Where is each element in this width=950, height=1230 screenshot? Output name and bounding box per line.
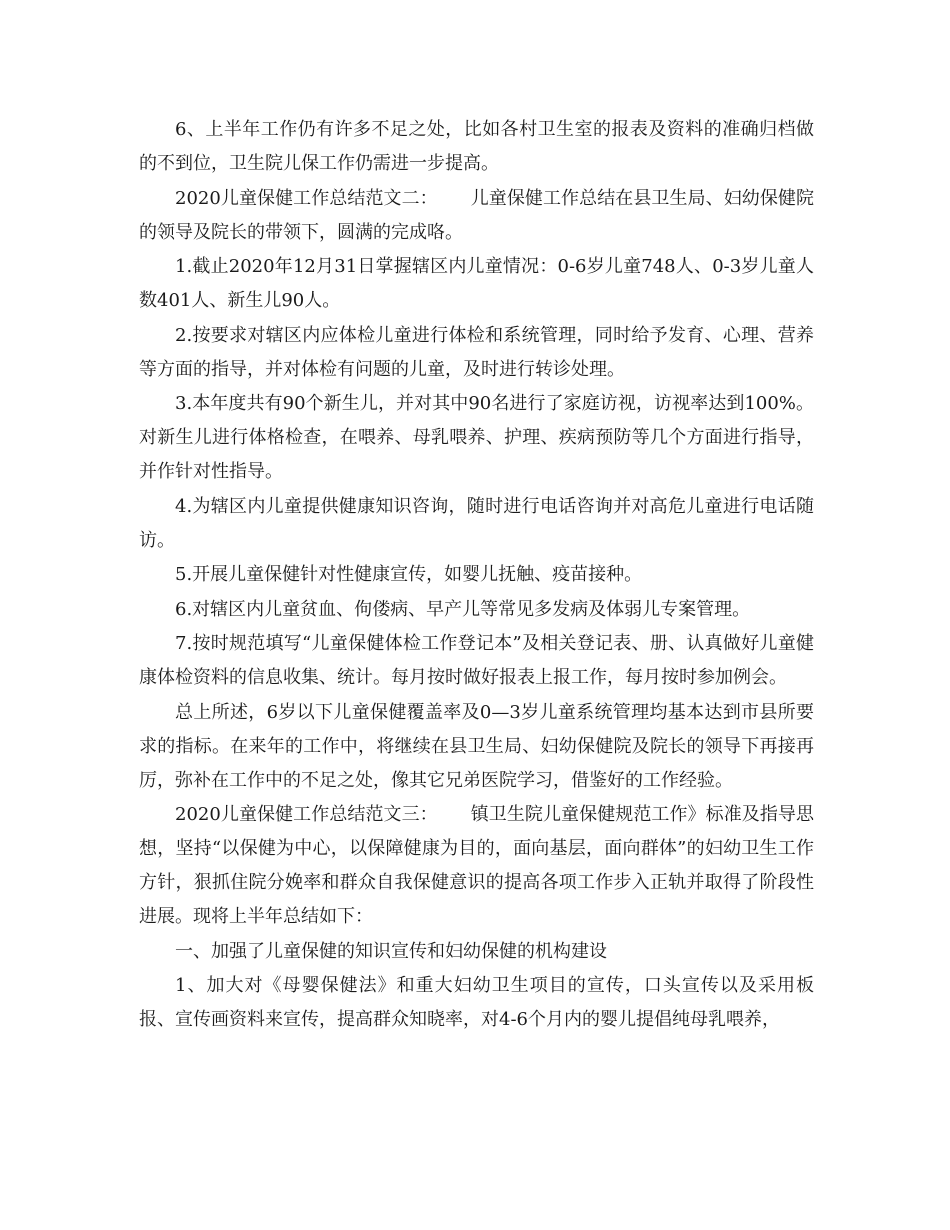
paragraph-7: 5.开展儿童保健针对性健康宣传，如婴儿抚触、疫苗接种。 [175,564,643,585]
paragraph-1: 6、上半年工作仍有许多不足之处，比如各村卫生室的报表及资料的准确归档做的不到位，卫生院儿保工作仍需进一步提高。 [139,119,814,174]
paragraph-13: 1、加大对《母婴保健法》和重大妇幼卫生项目的宣传，口头宣传以及采用板报、宣传画资料来宣传，提高群众知晓率，对4-6个月内的婴儿提倡纯母乳喂养， [139,975,814,1030]
paragraph-9: 7.按时规范填写“儿童保健体检工作登记本”及相关登记表、册、认真做好儿童健康体检资料的信息收集、统计。每月按时做好报表上报工作，每月按时参加例会。 [139,633,814,688]
paragraph-3: 1.截止2020年12月31日掌握辖区内儿童情况：0-6岁儿童748人、0-3岁儿童人数401人、新生儿90人。 [139,256,814,311]
paragraph-12: 一、加强了儿童保健的知识宣传和妇幼保健的机构建设 [175,940,607,962]
paragraph-8: 6.对辖区内儿童贫血、佝偻病、早产儿等常见多发病及体弱儿专案管理。 [175,598,751,620]
paragraph-10: 总上所述，6岁以下儿童保健覆盖率及0—3岁儿童系统管理均基本达到市县所要求的指标。在来年的工作中，将继续在县卫生局、妇幼保健院及院长的领导下再接再厉，弥补在工作中的不足之处，像其它兄弟医院学习，借鉴好的工作经验。 [139,701,814,791]
paragraph-6: 4.为辖区内儿童提供健康知识咨询，随时进行电话咨询并对高危儿童进行电话随访。 [139,495,814,551]
paragraph-2: 2020儿童保健工作总结范文二： 儿童保健工作总结在县卫生局、妇幼保健院的领导及院长的带领下，圆满的完成咯。 [139,187,814,243]
paragraph-5: 3.本年度共有90个新生儿，并对其中90名进行了家庭访视，访视率达到100%。对新生儿进行体格检查，在喂养、母乳喂养、护理、疾病预防等几个方面进行指导，并作针对性指导。 [139,393,814,482]
document-body [139,113,814,1038]
paragraph-11: 2020儿童保健工作总结范文三： 镇卫生院儿童保健规范工作》标准及指导思想，坚持“以保健为中心，以保障健康为目的，面向基层，面向群体”的妇幼卫生工作方针，狠抓住院分娩率和群众自我保健意识的提高各项工作步入正轨并取得了阶段性进展。现将上半年总结如下： [139,804,814,927]
paragraph-4: 2.按要求对辖区内应体检儿童进行体检和系统管理，同时给予发育、心理、营养等方面的指导，并对体检有问题的儿童，及时进行转诊处理。 [139,324,814,380]
